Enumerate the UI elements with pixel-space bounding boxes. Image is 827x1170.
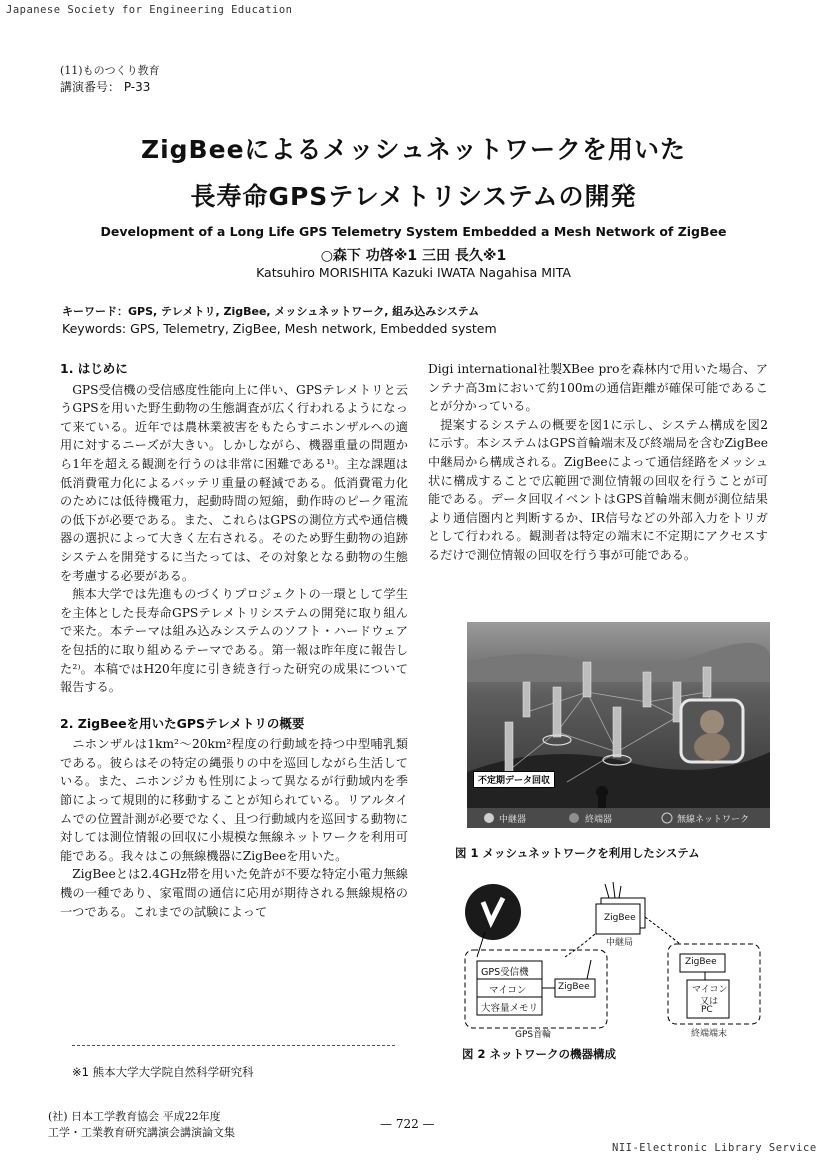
figure-2-pc-line2: 又は: [700, 997, 719, 1007]
figure-1-illustration: [467, 622, 770, 828]
keywords-ja: キーワード：GPS, テレメトリ, ZigBee, メッシュネットワーク, 組み込みシステム: [62, 305, 480, 318]
nii-footer: NII-Electronic Library Service: [612, 1142, 817, 1154]
figure-1-legend-network: 無線ネットワーク: [677, 815, 750, 825]
section-2-heading: 2. ZigBeeを用いたGPSテレメトリの概要: [60, 715, 305, 731]
left-column: [60, 360, 408, 921]
figure-2-collar-zigbee: ZigBee: [558, 982, 590, 992]
section-2-paragraph-2: ZigBeeとは2.4GHz帯を用いた免許が不要な特定小電力無線機の一種であり、家電間の通信に応用が期待される無線規格の一つである。これまでの試験によって: [60, 867, 408, 919]
keywords-en: Keywords: GPS, Telemetry, ZigBee, Mesh network, Embedded system: [62, 321, 497, 336]
session-label: (11)ものつくり教育: [60, 64, 160, 77]
right-paragraph-1: Digi international社製XBee proを森林内で用いた場合、アンテナ高3mにおいて約100mの通信距離が確保可能であることが分かっている。: [428, 362, 768, 414]
figure-2-end-zigbee: ZigBee: [685, 957, 717, 967]
affiliation-footnote: ※1 熊本大学大学院自然科学研究科: [72, 1065, 254, 1079]
title-ja-line2: 長寿命GPSテレメトリシステムの開発: [190, 182, 637, 211]
proceedings-line-1: (社) 日本工学教育協会 平成22年度: [48, 1110, 221, 1123]
society-header: Japanese Society for Engineering Education: [6, 4, 293, 16]
section-1-paragraph-2: 熊本大学では先進ものづくりプロジェクトの一環として学生を主体とした長寿命GPSテレメトリシステムの開発に取り組んで来た。本テーマは組み込みシステムのソフト・ハードウェアを包括的に取り組めるテーマである。第一報は昨年度に報告した²⁾。本稿ではH20年度に引き続き行った研究の成果について報告する。: [60, 587, 408, 695]
right-paragraph-2: 提案するシステムの概要を図1に示し、システム構成を図2に示す。本システムはGPS首輪端末及び終端局を含むZigBee中継局から構成される。ZigBeeによって通信経路をメッシュ状に構成することで広範囲で測位情報の回収を行うことが可能である。データ回収イベントはGPS首輪端末側が測位結果より通信圏内と判断するか、IR信号などの外部入力をトリガとして行われる。観測者は特定の端末に不定期にアクセスするだけで測位情報の回収を行う事が可能である。: [428, 417, 768, 562]
figure-2-caption: 図 2 ネットワークの機器構成: [462, 1047, 617, 1061]
authors-en: Katsuhiro MORISHITA Kazuki IWATA Nagahisa MITA: [256, 265, 571, 280]
authors-ja: ○森下 功啓※1 三田 長久※1: [320, 248, 507, 264]
figure-2-end-label: 終端端末: [691, 1029, 728, 1039]
section-2-paragraph-1: ニホンザルは1km²〜20km²程度の行動域を持つ中型哺乳類である。彼らはその特定の縄張りの中を巡回しながら生活している。また、ニホンジカも性別によって異なるが行動域内を季節によって規則的に移動することが知られている。リアルタイムでの位置計測が必要でなく、且つ行動域内を巡回する動物に対しては測位情報の回収に小規模な無線ネットワークを利用可能である。我々はこの無線機器にZigBeeを用いた。: [60, 737, 408, 863]
figure-1-legend-relay: 中継器: [499, 815, 527, 825]
section-1-paragraph-1: GPS受信機の受信感度性能向上に伴い、GPSテレメトリと云うGPSを用いた野生動物の生態調査が広く行われるようになって来ている。近年では農林業被害をもたらすニホンザルへの適用に対するニーズが大きい。しかしながら、機器重量の問題から1年を超える観測を行うのは非常に困難である¹⁾。主な課題は低消費電力化によるバッテリ重量の軽減である。低消費電力化のためには低待機電力，起動時間の短縮，動作時のピーク電流の低下が必要である。また、これらはGPSの測位方式や通信機器の選択によって大きく左右される。そのため野生動物の追跡システムを開発するに当たっては、その対象となる動物の生態を考慮する必要がある。: [60, 382, 408, 583]
figure-2-shapes: [455, 872, 765, 1042]
figure-2-memory: 大容量メモリ: [481, 1003, 539, 1014]
right-column: [428, 360, 768, 565]
figure-1-image: [467, 622, 770, 828]
figure-1-caption: 図 1 メッシュネットワークを利用したシステム: [455, 846, 700, 860]
figure-2-relay-zigbee: ZigBee: [604, 913, 636, 923]
title-en: Development of a Long Life GPS Telemetry System Embedded a Mesh Network of ZigBee: [100, 224, 727, 239]
section-1-heading: 1. はじめに: [60, 361, 128, 376]
figure-2-mcu: マイコン: [489, 985, 527, 996]
figure-2-relay-label: 中継局: [606, 938, 634, 948]
figure-2-collar-label: GPS首輪: [515, 1030, 552, 1040]
lecture-number: 講演番号： P-33: [60, 80, 151, 94]
figure-1-legend-terminal: 終端器: [585, 815, 613, 825]
figure-2-diagram: [455, 872, 765, 1042]
figure-2-gps-receiver: GPS受信機: [481, 967, 529, 978]
page-number: — 722 —: [380, 1117, 435, 1131]
title-ja-line1: ZigBeeによるメッシュネットワークを用いた: [140, 135, 687, 164]
figure-2-pc-line3: PC: [701, 1005, 713, 1015]
footnote-divider: [72, 1045, 395, 1046]
proceedings-line-2: 工学・工業教育研究講演会講演論文集: [48, 1126, 235, 1139]
figure-2-pc-line1: マイコン: [692, 985, 728, 995]
figure-1-label-box: 不定期データ回収: [473, 771, 555, 788]
